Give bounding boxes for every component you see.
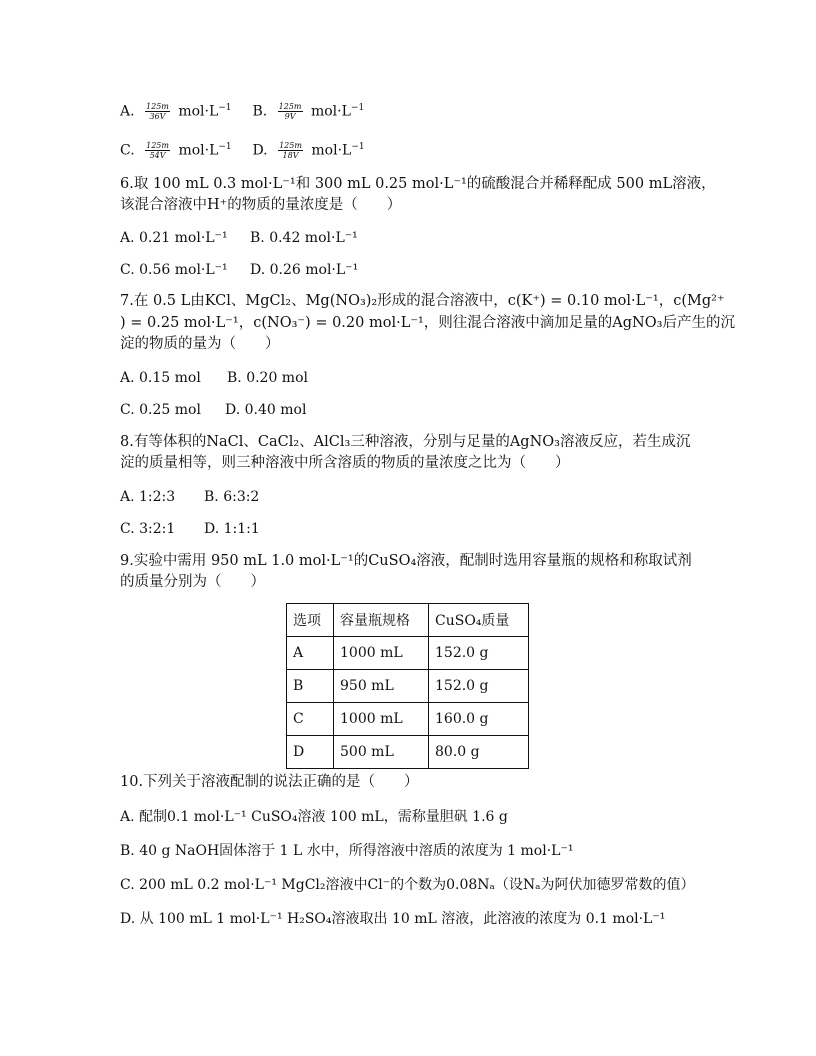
q5-option-b: B. $\frac{125m}{9V}$ $mol\cdot L^{-1}$ [252, 102, 365, 122]
q6-option-c: C. 0.56 mol·L⁻¹ [120, 262, 228, 278]
q10-option-a: A. 配制0.1 mol·L⁻¹ CuSO₄溶液 100 mL，需称量胆矾 1.6 g [120, 809, 508, 825]
q10-option-c: C. 200 mL 0.2 mol·L⁻¹ MgCl₂溶液中Cl⁻的个数为0.08Nₐ（设Nₐ为阿伏加德罗常数的值） [120, 877, 695, 893]
table-header-cell: 选项 [287, 604, 334, 637]
table-cell: D [287, 736, 334, 769]
q5-option-a: A. $\frac{125m}{36V}$ $mol\cdot L^{-1}$ [120, 102, 232, 122]
q5-option-row-2 [120, 137, 365, 161]
q7-option-d: D. 0.40 mol [225, 402, 307, 418]
q8-option-a: A. 1:2:3 [120, 489, 176, 505]
q5-option-a-fraction: $\frac{125m}{36V}$ [146, 102, 169, 122]
table-cell: 500 mL [334, 736, 429, 769]
q8-option-row-2 [120, 519, 260, 539]
table-cell: 1000 mL [334, 637, 429, 670]
table-cell: 950 mL [334, 670, 429, 703]
table-row [287, 670, 529, 703]
q7-stem-line-2: ) = 0.25 mol·L⁻¹，c(NO₃⁻) = 0.20 mol·L⁻¹，则往混合溶液中滴加足量的AgNO₃后产生的沉 [120, 315, 735, 331]
table-cell: C [287, 703, 334, 736]
table-header-cell: CuSO₄质量 [429, 604, 529, 637]
table-cell: A [287, 637, 334, 670]
q8-option-c: C. 3:2:1 [120, 521, 176, 537]
q6-option-a: A. 0.21 mol·L⁻¹ [120, 230, 228, 246]
q5-option-b-fraction: $\frac{125m}{9V}$ [278, 102, 302, 122]
table-cell: 152.0 g [429, 670, 529, 703]
q8-option-row-1 [120, 487, 259, 507]
q7-option-a: A. 0.15 mol [120, 370, 201, 386]
q8-option-b: B. 6:3:2 [204, 489, 260, 505]
q7-option-c: C. 0.25 mol [120, 402, 201, 418]
q7-option-row-1 [120, 368, 308, 388]
table-header-cell: 容量瓶规格 [334, 604, 429, 637]
q6-stem-line-1: 6.取 100 mL 0.3 mol·L⁻¹和 300 mL 0.25 mol·L⁻¹的硫酸混合并稀释配成 500 mL溶液， [120, 176, 716, 192]
q9-options-table [286, 603, 529, 769]
q7-option-b: B. 0.20 mol [227, 370, 308, 386]
q10-stem: 10.下列关于溶液配制的说法正确的是（ ） [120, 774, 419, 790]
table-row [287, 637, 529, 670]
q5-option-c: C. $\frac{125m}{54V}$ $mol\cdot L^{-1}$ [120, 141, 232, 161]
q8-stem-line-1: 8.有等体积的NaCl、CaCl₂、AlCl₃三种溶液，分别与足量的AgNO₃溶液反应，若生成沉 [120, 434, 691, 450]
q10-option-d: D. 从 100 mL 1 mol·L⁻¹ H₂SO₄溶液取出 10 mL 溶液，此溶液的浓度为 0.1 mol·L⁻¹ [120, 911, 666, 927]
q10-option-b: B. 40 g NaOH固体溶于 1 L 水中，所得溶液中溶质的浓度为 1 mol·L⁻¹ [120, 843, 574, 859]
q5-option-row-1 [120, 98, 364, 122]
q9-stem-line-2: 的质量分别为（ ） [120, 574, 265, 590]
table-cell: 1000 mL [334, 703, 429, 736]
q9-stem-line-1: 9.实验中需用 950 mL 1.0 mol·L⁻¹的CuSO₄溶液，配制时选用容量瓶的规格和称取试剂 [120, 553, 692, 569]
q6-option-row-2 [120, 260, 358, 280]
table-cell: 152.0 g [429, 637, 529, 670]
q8-stem-line-2: 淀的质量相等，则三种溶液中所含溶质的物质的量浓度之比为（ ） [120, 455, 570, 471]
table-cell: 160.0 g [429, 703, 529, 736]
q8-option-d: D. 1:1:1 [204, 521, 260, 537]
q6-option-d: D. 0.26 mol·L⁻¹ [250, 262, 359, 278]
q6-stem-line-2: 该混合溶液中H⁺的物质的量浓度是（ ） [120, 197, 402, 213]
q5-option-d-fraction: $\frac{125m}{18V}$ [279, 141, 302, 161]
q7-stem-line-3: 淀的物质的量为（ ） [120, 336, 280, 352]
q5-option-d: D. $\frac{125m}{18V}$ $mol\cdot L^{-1}$ [252, 141, 365, 161]
q7-stem-line-1: 7.在 0.5 L由KCl、MgCl₂、Mg(NO₃)₂形成的混合溶液中，c(K⁺) = 0.10 mol·L⁻¹，c(Mg²⁺ [120, 293, 725, 309]
q5-option-c-fraction: $\frac{125m}{54V}$ [146, 141, 169, 161]
q7-option-row-2 [120, 400, 306, 420]
table-cell: 80.0 g [429, 736, 529, 769]
q6-option-row-1 [120, 228, 358, 248]
table-header-row [287, 604, 529, 637]
table-row [287, 703, 529, 736]
table-cell: B [287, 670, 334, 703]
table-row [287, 736, 529, 769]
q6-option-b: B. 0.42 mol·L⁻¹ [250, 230, 358, 246]
